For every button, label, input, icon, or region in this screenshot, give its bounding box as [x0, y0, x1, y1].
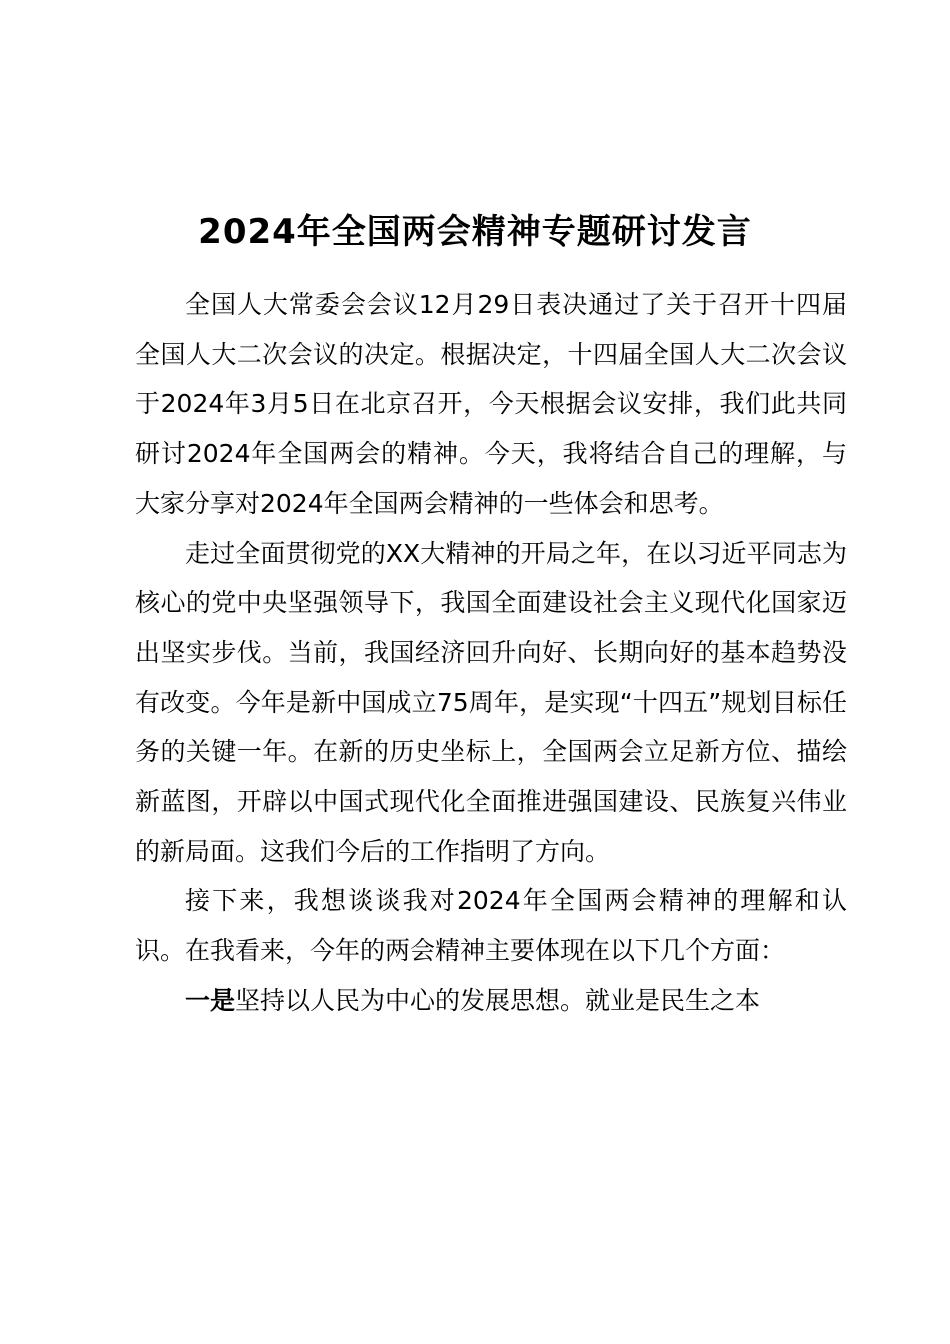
paragraph-transition: 接下来，我想谈谈我对2024年全国两会精神的理解和认识。在我看来，今年的两会精神主要体现在以下几个方面：	[135, 886, 847, 966]
paragraph-background: 走过全面贯彻党的XX大精神的开局之年，在以习近平同志为核心的党中央坚强领导下，我国全面建设社会主义现代化国家迈出坚实步伐。当前，我国经济回升向好、长期向好的基本趋势没有改变。今年是新中国成立75周年，是实现“十四五”规划目标任务的关键一年。在新的历史坐标上，全国两会立足新方位、描绘新蓝图，开辟以中国式现代化全面推进强国建设、民族复兴伟业的新局面。这我们今后的工作指明了方向。	[135, 538, 847, 866]
paragraph-intro: 全国人大常委会会议12月29日表决通过了关于召开十四届全国人大二次会议的决定。根据决定，十四届全国人大二次会议于2024年3月5日在北京召开，今天根据会议安排，我们此共同研讨2024年全国两会的精神。今天，我将结合自己的理解，与大家分享对2024年全国两会精神的一些体会和思考。	[135, 290, 847, 518]
paragraph-point-one	[135, 976, 847, 1026]
document-body	[135, 280, 847, 1026]
point-one-text: 坚持以人民为中心的发展思想。就业是民生之本	[235, 985, 761, 1015]
document-title: 2024年全国两会精神专题研讨发言	[198, 212, 752, 252]
point-one-lead: 一是	[185, 985, 236, 1015]
